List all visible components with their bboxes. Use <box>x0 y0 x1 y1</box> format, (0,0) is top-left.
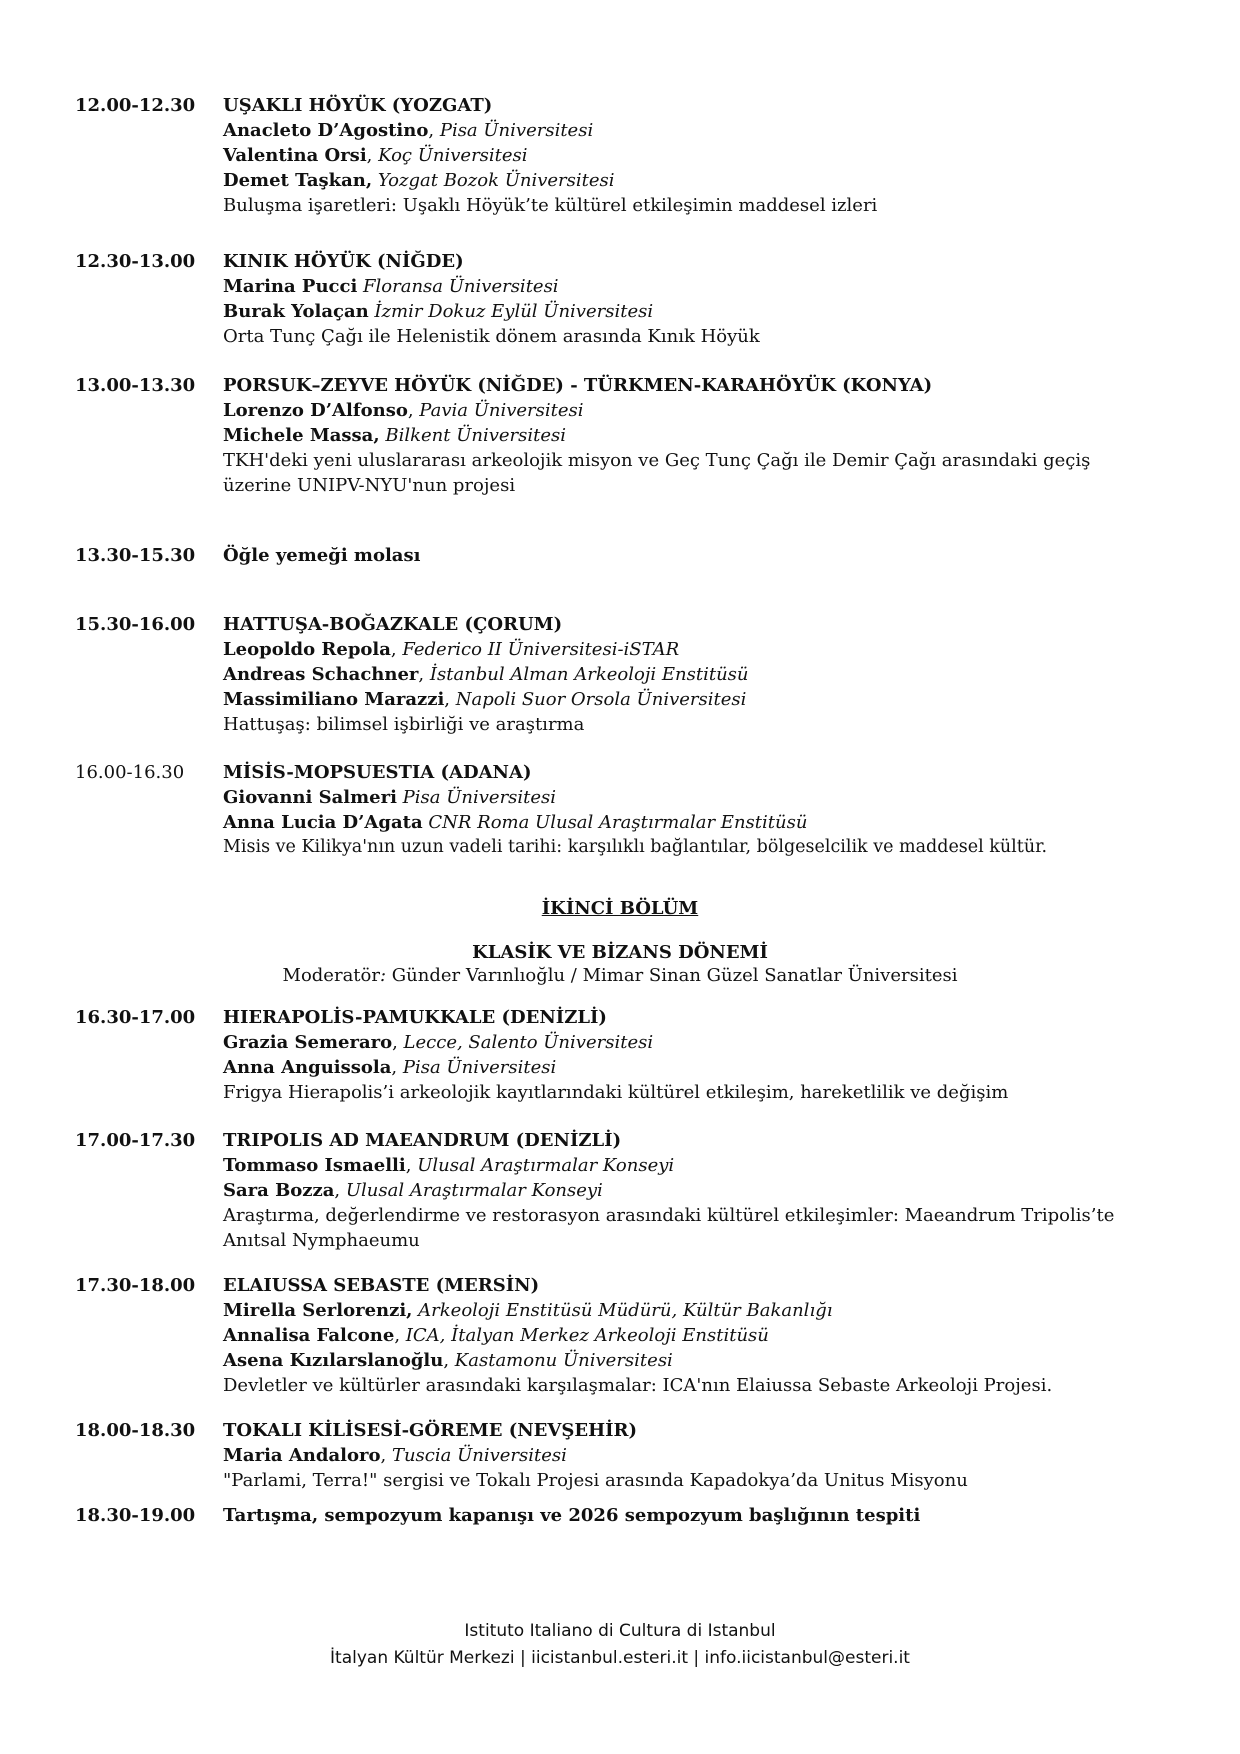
speaker-separator: , <box>443 1350 455 1371</box>
session-topic: Hattuşaş: bilimsel işbirliği ve araştırma <box>223 714 585 735</box>
session-time: 16.30-17.00 <box>75 1007 196 1028</box>
session-kinik <box>75 249 1175 349</box>
speaker-line <box>223 423 1175 448</box>
speaker-line <box>223 1178 1175 1203</box>
speaker-affiliation: Arkeoloji Enstitüsü Müdürü, Kültür Bakanlığı <box>418 1300 833 1321</box>
speaker-name: Lorenzo D’Alfonso <box>223 400 408 421</box>
session-title: ELAIUSSA SEBASTE (MERSİN) <box>223 1275 540 1296</box>
speaker-name: Anacleto D’Agostino <box>223 120 429 141</box>
speaker-name: Anna Lucia D’Agata <box>223 812 423 833</box>
speaker-name: Burak Yolaçan <box>223 301 369 322</box>
speaker-affiliation: Pavia Üniversitesi <box>419 400 584 421</box>
session-topic: Misis ve Kilikya'nın uzun vadeli tarihi: karşılıklı bağlantılar, bölgeselcilik ve maddesel kültür. <box>223 837 1048 857</box>
speaker-line <box>223 637 1175 662</box>
session-title: PORSUK–ZEYVE HÖYÜK (NİĞDE) - TÜRKMEN-KARAHÖYÜK (KONYA) <box>223 375 933 396</box>
session-title: UŞAKLI HÖYÜK (YOZGAT) <box>223 95 493 116</box>
session-topic: Araştırma, değerlendirme ve restorasyon arasındaki kültürel etkileşimler: Maeandrum Tripolis’te Anıtsal Nymphaeumu <box>223 1205 1115 1251</box>
speaker-line <box>223 168 1175 193</box>
speaker-name: Valentina Orsi <box>223 145 367 166</box>
speaker-name: Annalisa Falcone <box>223 1325 395 1346</box>
speaker-separator: , <box>394 1325 406 1346</box>
speaker-line <box>223 118 1175 143</box>
speaker-name: Marina Pucci <box>223 276 358 297</box>
speaker-line <box>223 143 1175 168</box>
speaker-affiliation: Yozgat Bozok Üniversitesi <box>377 170 615 191</box>
speaker-separator: , <box>380 1445 392 1466</box>
session-title: TRIPOLIS AD MAEANDRUM (DENİZLİ) <box>223 1130 622 1151</box>
session-misis <box>75 760 1175 860</box>
speaker-affiliation: CNR Roma Ulusal Araştırmalar Enstitüsü <box>428 812 808 833</box>
session-title: HIERAPOLİS-PAMUKKALE (DENİZLİ) <box>223 1007 607 1028</box>
session-lunch-break <box>75 543 1175 568</box>
part-subheading: KLASİK VE BİZANS DÖNEMİ <box>472 942 768 963</box>
session-tokali <box>75 1418 1175 1493</box>
session-time: 16.00-16.30 <box>75 762 185 783</box>
speaker-line <box>223 1348 1175 1373</box>
speaker-name: Massimiliano Marazzi <box>223 689 445 710</box>
speaker-line <box>223 1298 1175 1323</box>
speaker-name: Demet Taşkan, <box>223 170 373 191</box>
speaker-line <box>223 687 1175 712</box>
session-tripolis <box>75 1128 1175 1253</box>
speaker-line <box>223 274 1175 299</box>
speaker-line <box>223 1153 1175 1178</box>
speaker-affiliation: Kastamonu Üniversitesi <box>454 1350 673 1371</box>
session-title: HATTUŞA-BOĞAZKALE (ÇORUM) <box>223 614 563 635</box>
speaker-affiliation: İzmir Dokuz Eylül Üniversitesi <box>374 301 654 322</box>
speaker-separator: , <box>444 689 456 710</box>
speaker-affiliation: Ulusal Araştırmalar Konseyi <box>417 1155 675 1176</box>
session-title: Öğle yemeği molası <box>223 545 421 566</box>
speaker-line <box>223 1323 1175 1348</box>
session-elaiussa <box>75 1273 1175 1398</box>
speaker-line <box>223 785 1175 810</box>
session-time: 13.00-13.30 <box>75 375 196 396</box>
session-topic: TKH'deki yeni uluslararası arkeolojik misyon ve Geç Tunç Çağı ile Demir Çağı arasındaki geçiş üzerine UNIPV-NYU'nun projesi <box>223 450 1091 496</box>
speaker-affiliation: Koç Üniversitesi <box>378 145 528 166</box>
speaker-separator: , <box>418 664 430 685</box>
session-time: 15.30-16.00 <box>75 614 196 635</box>
session-time: 12.30-13.00 <box>75 251 196 272</box>
footer-institute: Istituto Italiano di Cultura di Istanbul <box>464 1621 776 1641</box>
session-title: MİSİS-MOPSUESTIA (ADANA) <box>223 762 532 783</box>
session-title: Tartışma, sempozyum kapanışı ve 2026 sempozyum başlığının tespiti <box>223 1505 921 1526</box>
session-time: 12.00-12.30 <box>75 95 196 116</box>
speaker-name: Asena Kızılarslanoğlu <box>223 1350 444 1371</box>
speaker-line <box>223 1055 1175 1080</box>
speaker-name: Leopoldo Repola <box>223 639 391 660</box>
speaker-name: Giovanni Salmeri <box>223 787 397 808</box>
session-ushakli <box>75 93 1175 218</box>
speaker-line <box>223 398 1175 423</box>
speaker-name: Grazia Semeraro <box>223 1032 393 1053</box>
speaker-line <box>223 299 1175 324</box>
part-heading: İKİNCİ BÖLÜM <box>541 898 699 919</box>
speaker-separator: , <box>334 1180 346 1201</box>
moderator-colon: : <box>379 965 387 986</box>
speaker-line <box>223 810 1175 835</box>
session-porsuk <box>75 373 1175 498</box>
speaker-affiliation: Pisa Üniversitesi <box>402 787 557 808</box>
speaker-affiliation: Napoli Suor Orsola Üniversitesi <box>455 689 747 710</box>
speaker-affiliation: Tuscia Üniversitesi <box>391 1445 567 1466</box>
moderator-line <box>0 963 1240 988</box>
session-title: TOKALI KİLİSESİ-GÖREME (NEVŞEHİR) <box>223 1420 637 1441</box>
moderator-text: Günder Varınlıoğlu / Mimar Sinan Güzel Sanatlar Üniversitesi <box>386 965 958 986</box>
speaker-separator: , <box>428 120 440 141</box>
speaker-affiliation: Lecce, Salento Üniversitesi <box>403 1032 654 1053</box>
session-topic: "Parlami, Terra!" sergisi ve Tokalı Projesi arasında Kapadokya’da Unitus Misyonu <box>223 1470 968 1491</box>
speaker-separator: , <box>391 1057 403 1078</box>
session-time: 13.30-15.30 <box>75 545 196 566</box>
session-time: 18.30-19.00 <box>75 1505 196 1526</box>
session-hierapolis <box>75 1005 1175 1105</box>
footer-contact: İtalyan Kültür Merkezi | iicistanbul.esteri.it | info.iicistanbul@esteri.it <box>330 1648 910 1668</box>
session-topic: Orta Tunç Çağı ile Helenistik dönem arasında Kınık Höyük <box>223 326 760 347</box>
speaker-name: Maria Andaloro <box>223 1445 381 1466</box>
session-hattusa <box>75 612 1175 737</box>
speaker-name: Andreas Schachner <box>223 664 419 685</box>
speaker-affiliation: Floransa Üniversitesi <box>363 276 559 297</box>
session-topic: Buluşma işaretleri: Uşaklı Höyük’te kültürel etkileşimin maddesel izleri <box>223 195 878 216</box>
speaker-name: Tommaso Ismaelli <box>223 1155 406 1176</box>
speaker-affiliation: Pisa Üniversitesi <box>439 120 594 141</box>
speaker-separator: , <box>407 400 420 421</box>
speaker-line <box>223 1443 1175 1468</box>
speaker-affiliation: İstanbul Alman Arkeoloji Enstitüsü <box>429 664 749 685</box>
session-closing <box>75 1503 1175 1528</box>
speaker-line <box>223 1030 1175 1055</box>
speaker-line <box>223 662 1175 687</box>
speaker-name: Mirella Serlorenzi, <box>223 1300 413 1321</box>
speaker-affiliation: Federico II Üniversitesi-iSTAR <box>402 639 680 660</box>
session-time: 17.30-18.00 <box>75 1275 196 1296</box>
speaker-name: Michele Massa, <box>223 425 380 446</box>
speaker-name: Sara Bozza <box>223 1180 335 1201</box>
session-time: 18.00-18.30 <box>75 1420 196 1441</box>
speaker-affiliation: Bilkent Üniversitesi <box>385 425 567 446</box>
session-time: 17.00-17.30 <box>75 1130 196 1151</box>
speaker-separator: , <box>366 145 379 166</box>
speaker-affiliation: ICA, İtalyan Merkez Arkeoloji Enstitüsü <box>405 1325 769 1346</box>
session-topic: Devletler ve kültürler arasındaki karşılaşmalar: ICA'nın Elaiussa Sebaste Arkeoloji Projesi. <box>223 1375 1053 1396</box>
speaker-affiliation: Ulusal Araştırmalar Konseyi <box>345 1180 603 1201</box>
session-topic: Frigya Hierapolis’i arkeolojik kayıtlarındaki kültürel etkileşim, hareketlilik ve değişim <box>223 1082 1009 1103</box>
speaker-affiliation: Pisa Üniversitesi <box>402 1057 557 1078</box>
speaker-name: Anna Anguissola <box>223 1057 392 1078</box>
speaker-separator: , <box>390 639 403 660</box>
moderator-label: Moderatör <box>282 965 380 986</box>
speaker-separator: , <box>405 1155 418 1176</box>
speaker-separator: , <box>392 1032 404 1053</box>
session-title: KINIK HÖYÜK (NİĞDE) <box>223 251 464 272</box>
